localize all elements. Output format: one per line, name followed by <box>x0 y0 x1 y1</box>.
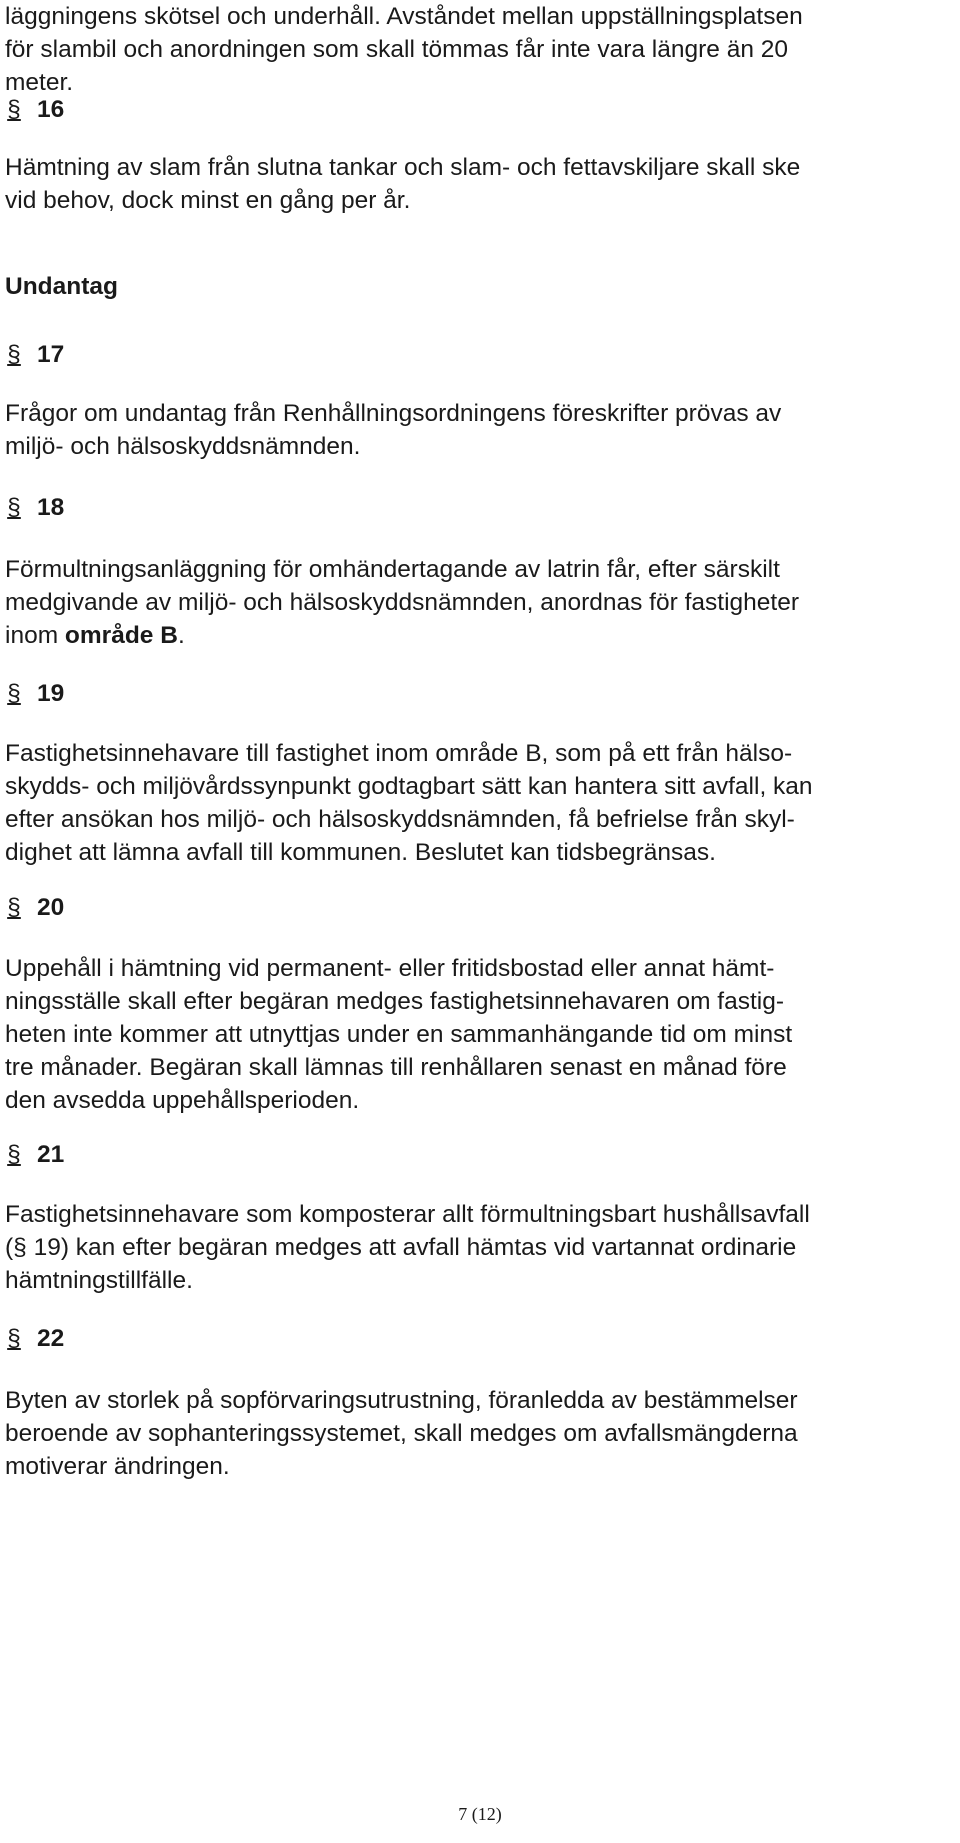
text-line: Frågor om undantag från Renhållningsordningens föreskrifter prövas av <box>5 400 782 427</box>
section-22-paragraph <box>5 1384 955 1483</box>
section-sign-icon: § <box>7 341 21 368</box>
text-line: dighet att lämna avfall till kommunen. Beslutet kan tidsbegränsas. <box>5 839 716 866</box>
section-sign-icon: § <box>7 680 21 707</box>
text-line: meter. <box>5 69 74 96</box>
section-21-paragraph <box>5 1198 955 1297</box>
section-20-paragraph <box>5 952 955 1117</box>
section-16-paragraph <box>5 151 955 217</box>
section-17-paragraph <box>5 397 955 463</box>
section-number: 18 <box>37 494 65 521</box>
text-line: heten inte kommer att utnyttjas under en sammanhängande tid om minst <box>5 1021 793 1048</box>
section-number: 20 <box>37 894 65 921</box>
text-line: vid behov, dock minst en gång per år. <box>5 187 411 214</box>
text-line: tre månader. Begäran skall lämnas till renhållaren senast en månad före <box>5 1054 787 1081</box>
text-line: Fastighetsinnehavare som komposterar allt förmultningsbart hushållsavfall <box>5 1201 810 1228</box>
text-line: medgivande av miljö- och hälsoskyddsnämnden, anordnas för fastigheter <box>5 589 799 616</box>
text-line <box>5 619 955 652</box>
section-18-heading <box>5 491 64 524</box>
section-22-heading <box>5 1322 64 1355</box>
undantag-heading: Undantag <box>5 273 118 300</box>
section-21-heading <box>5 1138 64 1171</box>
section-sign-icon: § <box>7 96 21 123</box>
intro-paragraph <box>5 0 955 99</box>
text-line: efter ansökan hos miljö- och hälsoskyddsnämnden, få befrielse från skyl- <box>5 806 795 833</box>
text-fragment: inom <box>5 622 65 649</box>
section-19-paragraph <box>5 737 955 869</box>
section-19-heading <box>5 677 64 710</box>
section-number: 19 <box>37 680 65 707</box>
text-line: läggningens skötsel och underhåll. Avståndet mellan uppställningsplatsen <box>5 3 803 30</box>
text-line: ningsställe skall efter begäran medges fastighetsinnehavaren om fastig- <box>5 988 784 1015</box>
text-line: den avsedda uppehållsperioden. <box>5 1087 360 1114</box>
section-sign-icon: § <box>7 1141 21 1168</box>
text-line: motiverar ändringen. <box>5 1453 230 1480</box>
text-line: Byten av storlek på sopförvaringsutrustning, föranledda av bestämmelser <box>5 1387 798 1414</box>
text-line: Fastighetsinnehavare till fastighet inom område B, som på ett från hälso- <box>5 740 793 767</box>
text-line: Hämtning av slam från slutna tankar och slam- och fettavskiljare skall ske <box>5 154 801 181</box>
text-line: skydds- och miljövårdssynpunkt godtagbart sätt kan hantera sitt avfall, kan <box>5 773 813 800</box>
text-line: beroende av sophanteringssystemet, skall medges om avfallsmängderna <box>5 1420 798 1447</box>
section-sign-icon: § <box>7 1325 21 1352</box>
text-line: Förmultningsanläggning för omhändertagande av latrin får, efter särskilt <box>5 556 780 583</box>
section-sign-icon: § <box>7 894 21 921</box>
text-line: för slambil och anordningen som skall tömmas får inte vara längre än 20 <box>5 36 789 63</box>
section-sign-icon: § <box>7 494 21 521</box>
text-line: hämtningstillfälle. <box>5 1267 193 1294</box>
text-line: miljö- och hälsoskyddsnämnden. <box>5 433 361 460</box>
section-18-paragraph <box>5 553 955 652</box>
section-number: 21 <box>37 1141 65 1168</box>
page-number: 7 (12) <box>458 1804 502 1824</box>
section-number: 16 <box>37 96 65 123</box>
bold-term: område B <box>64 622 178 649</box>
section-16-heading <box>5 93 64 126</box>
section-number: 22 <box>37 1325 65 1352</box>
section-20-heading <box>5 891 64 924</box>
section-number: 17 <box>37 341 65 368</box>
text-fragment: . <box>177 622 185 649</box>
section-17-heading <box>5 338 64 371</box>
text-line: (§ 19) kan efter begäran medges att avfall hämtas vid vartannat ordinarie <box>5 1234 797 1261</box>
text-line: Uppehåll i hämtning vid permanent- eller fritidsbostad eller annat hämt- <box>5 955 775 982</box>
